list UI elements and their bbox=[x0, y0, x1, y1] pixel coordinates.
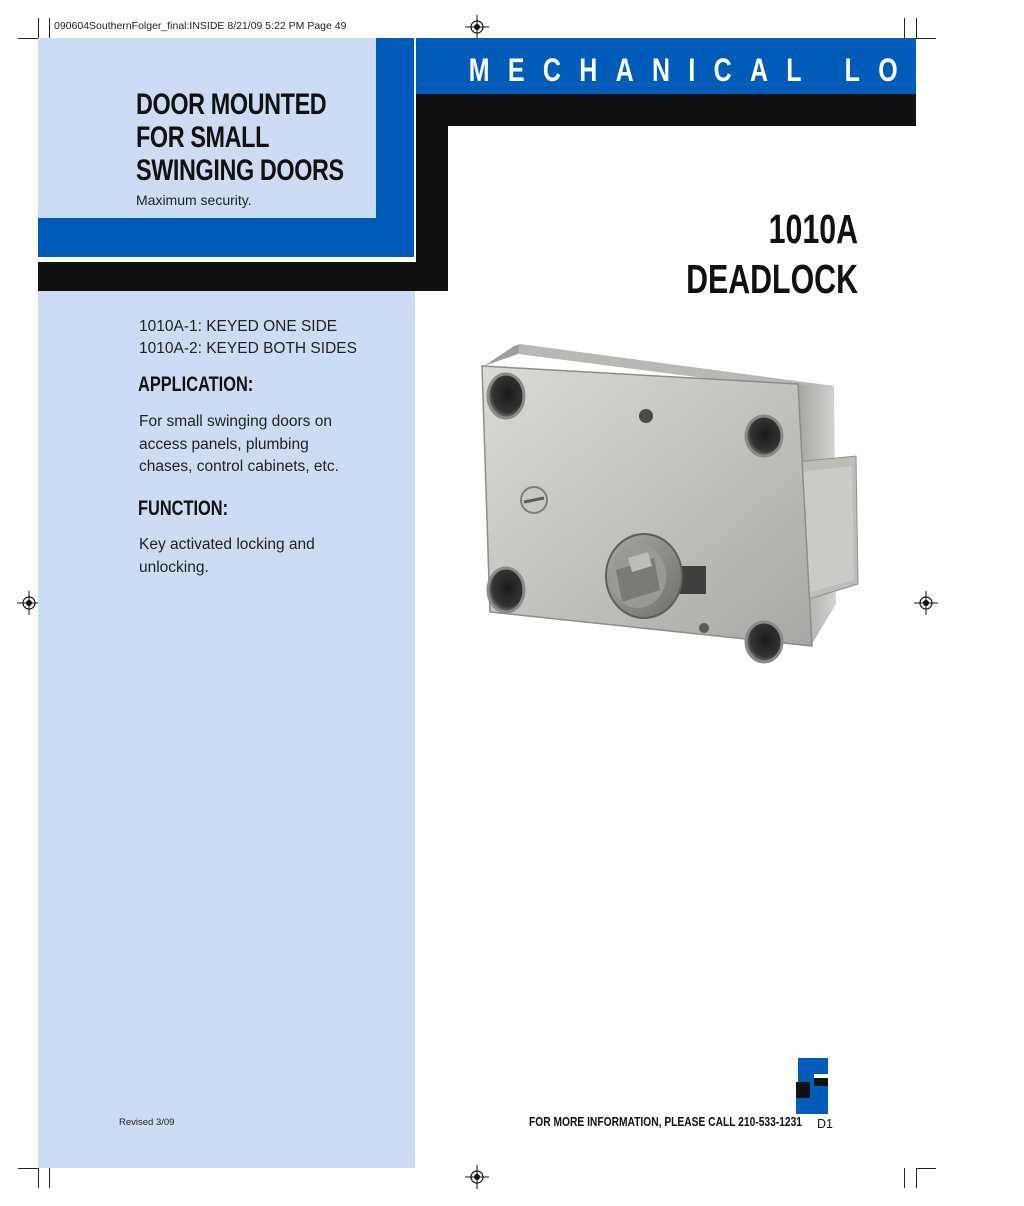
product-title bbox=[637, 204, 858, 304]
application-line: access panels, plumbing bbox=[139, 435, 309, 453]
model-list bbox=[139, 316, 357, 360]
page-number: D1 bbox=[817, 1117, 833, 1131]
model-item: 1010A-2: KEYED BOTH SIDES bbox=[139, 340, 357, 357]
category-tagline: Maximum security. bbox=[136, 192, 252, 208]
registration-mark-icon bbox=[465, 15, 489, 39]
registration-mark-icon bbox=[914, 591, 938, 615]
deadlock-product-photo bbox=[478, 344, 864, 674]
black-rule-bottom bbox=[38, 262, 448, 291]
category-heading-line: DOOR MOUNTED bbox=[136, 88, 327, 121]
black-rule-top bbox=[416, 94, 916, 126]
print-slug: 090604SouthernFolger_final:INSIDE 8/21/09 5:22 PM Page 49 bbox=[54, 20, 347, 32]
application-text bbox=[139, 411, 389, 479]
company-logo-icon bbox=[796, 1058, 828, 1114]
category-heading-line: SWINGING DOORS bbox=[136, 154, 344, 187]
application-heading: APPLICATION: bbox=[138, 373, 254, 396]
model-item: 1010A-1: KEYED ONE SIDE bbox=[139, 318, 338, 335]
category-heading-line: FOR SMALL bbox=[136, 121, 269, 154]
contact-info: FOR MORE INFORMATION, PLEASE CALL 210-533-1231 bbox=[529, 1115, 803, 1129]
function-line: Key activated locking and bbox=[139, 536, 315, 553]
product-name: DEADLOCK bbox=[686, 256, 858, 302]
application-line: chases, control cabinets, etc. bbox=[139, 458, 339, 475]
revision-note: Revised 3/09 bbox=[119, 1117, 175, 1128]
registration-mark-icon bbox=[465, 1165, 489, 1189]
category-heading bbox=[136, 88, 344, 187]
function-line: unlocking. bbox=[139, 558, 209, 576]
function-heading: FUNCTION: bbox=[138, 497, 229, 520]
divider bbox=[38, 257, 416, 262]
divider bbox=[414, 38, 416, 262]
section-title: MECHANICAL LOCKS bbox=[468, 52, 1024, 88]
product-number: 1010A bbox=[768, 206, 858, 252]
function-text bbox=[139, 534, 389, 579]
application-line: For small swinging doors on bbox=[139, 413, 332, 430]
